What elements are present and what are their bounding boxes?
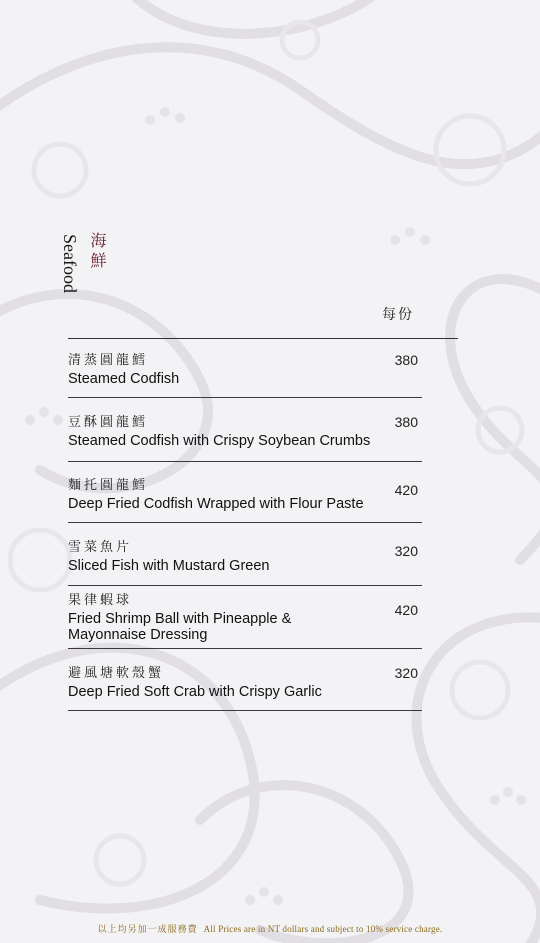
dish-name-chinese: 清蒸圓龍鱈 [68, 353, 149, 368]
dish-name-chinese: 麵托圓龍鱈 [68, 478, 149, 493]
dish-name-english: Deep Fried Soft Crab with Crispy Garlic [68, 684, 322, 700]
dish-price: 420 [394, 482, 418, 498]
service-charge-english: All Prices are in NT dollars and subject to 10% service charge. [203, 924, 443, 934]
dish-price: 320 [394, 665, 418, 681]
dish-name-chinese: 雪菜魚片 [68, 540, 133, 555]
service-charge-chinese: 以上均另加一成服務費 [97, 925, 198, 935]
menu-item [68, 592, 422, 643]
dish-name-chinese: 果律蝦球 [68, 593, 133, 608]
dish-name-english: Steamed Codfish with Crispy Soybean Crumbs [68, 433, 371, 449]
dish-name-english: Fried Shrimp Ball with Pineapple & Mayonnaise Dressing [68, 611, 292, 643]
menu-item [68, 352, 422, 387]
section-heading [58, 232, 118, 312]
dish-name-english: Sliced Fish with Mustard Green [68, 558, 270, 574]
dish-name-english: Steamed Codfish [68, 371, 180, 387]
dish-name-chinese: 豆酥圓龍鱈 [68, 415, 149, 430]
menu-item [68, 477, 422, 512]
item-divider [68, 522, 422, 523]
item-divider [68, 461, 422, 462]
header-divider [68, 338, 458, 339]
service-charge-note [0, 922, 540, 935]
section-title-chinese: 海鮮 [88, 232, 107, 272]
item-divider [68, 710, 422, 711]
item-divider [68, 585, 422, 586]
dish-name-chinese: 避風塘軟殼蟹 [68, 666, 165, 681]
dish-price: 380 [394, 414, 418, 430]
item-divider [68, 648, 422, 649]
menu-item [68, 665, 422, 700]
dish-price: 320 [394, 543, 418, 559]
dish-price: 380 [394, 352, 418, 368]
menu-item [68, 414, 422, 449]
section-title-english: Seafood [60, 234, 80, 293]
price-column-header: 每份 [382, 307, 414, 323]
item-divider [68, 397, 422, 398]
dish-name-english: Deep Fried Codfish Wrapped with Flour Paste [68, 496, 364, 512]
menu-item [68, 539, 422, 574]
dish-price: 420 [394, 602, 418, 618]
